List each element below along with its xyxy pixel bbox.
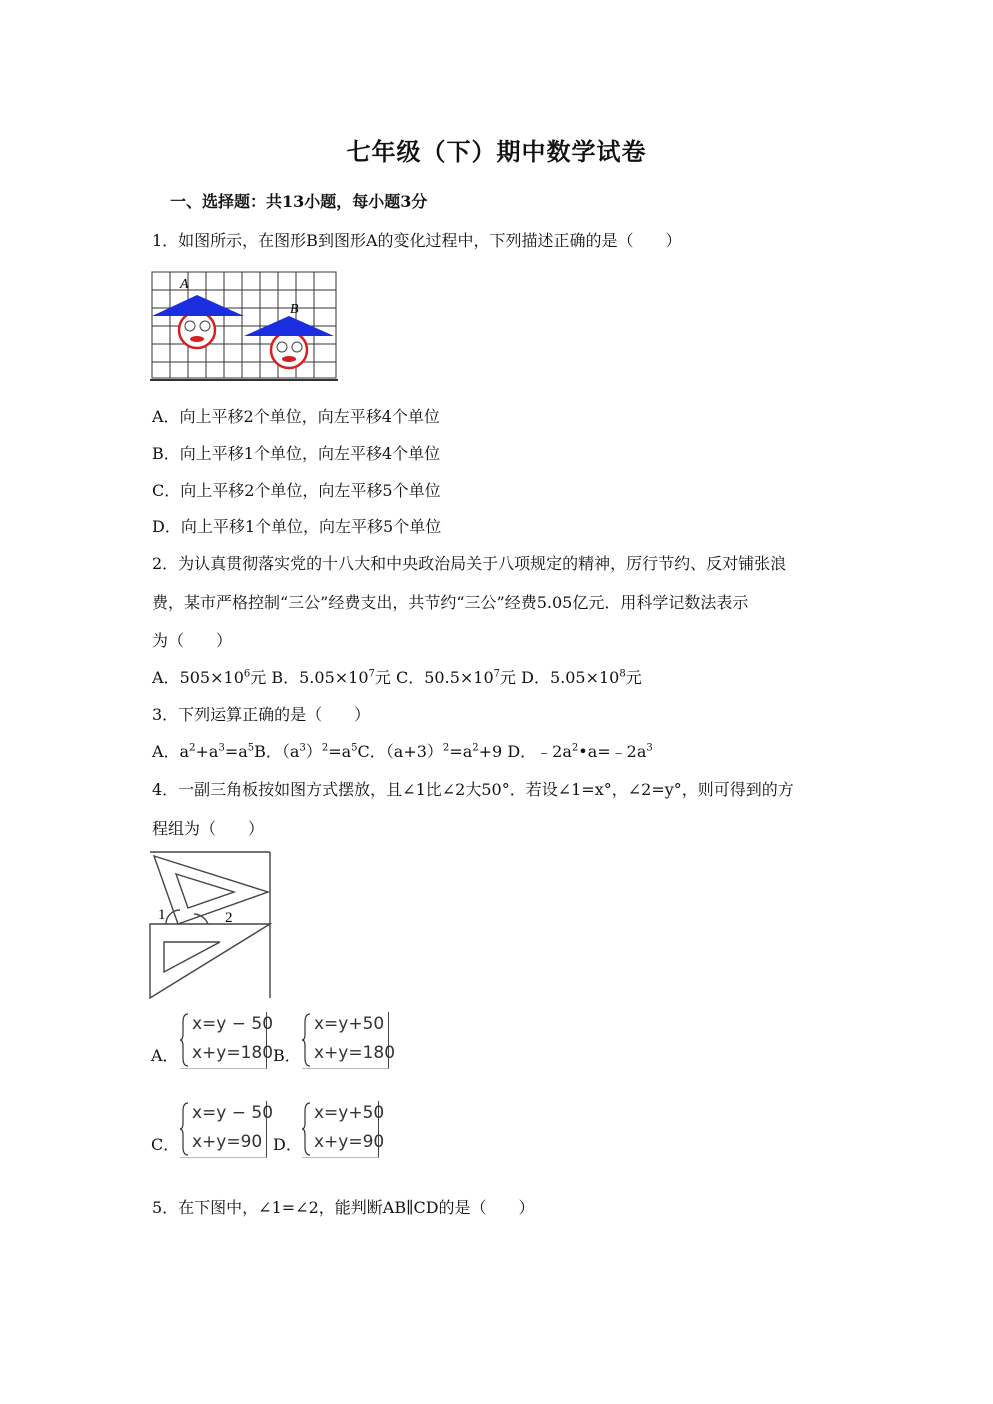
figure-b	[244, 316, 334, 368]
q2-stem-line1: 2．为认真贯彻落实党的十八大和中央政治局关于八项规定的精神，厉行节约、反对铺张浪	[152, 554, 787, 573]
q4-option-b-system: x=y+50 x+y=180	[302, 1012, 389, 1069]
q5-stem: 5．在下图中，∠1=∠2，能判断AB∥CD的是（ ）	[152, 1198, 535, 1217]
q3-options: A．$a^2+a^3=a^5B$．$(a^3)^2=a^5C$．$(a+3)^2=a^2+9$ D．$﹣2a^2•a=﹣2a^3$	[152, 742, 653, 761]
q4-option-a-system: x=y − 50 x+y=180	[180, 1012, 267, 1069]
q4-stem-line2: 程组为（ ）	[152, 819, 265, 838]
figure-a	[152, 295, 244, 348]
angle-1-label: 1	[158, 907, 166, 923]
q3-stem: 3．下列运算正确的是（ ）	[152, 705, 371, 724]
brace-icon	[302, 1012, 312, 1068]
section-heading: 一、选择题：共13小题，每小题3分	[170, 192, 428, 211]
brace-icon	[180, 1101, 190, 1157]
q4-option-c-label: C．	[151, 1135, 180, 1154]
angle-2-label: 2	[225, 910, 233, 926]
q1-option-b: B．向上平移1个单位，向左平移4个单位	[152, 444, 441, 463]
brace-icon	[302, 1101, 312, 1157]
q4-option-a-label: A．	[151, 1046, 179, 1065]
q1-option-a: A．向上平移2个单位，向左平移4个单位	[152, 407, 440, 426]
q4-stem-line1: 4．一副三角板按如图方式摆放，且∠1比∠2大50°．若设∠1=x°，∠2=y°，则可得到的方	[152, 780, 794, 799]
label-b: B	[290, 302, 299, 317]
q1-grid-figure	[150, 270, 338, 382]
q1-option-d: D．向上平移1个单位，向左平移5个单位	[152, 517, 442, 536]
q1-stem: 1．如图所示，在图形B到图形A的变化过程中，下列描述正确的是（ ）	[152, 231, 682, 250]
q2-stem-line3: 为（ ）	[152, 631, 233, 650]
q4-option-c-system: x=y − 50 x+y=90	[180, 1101, 267, 1158]
q2-stem-line2: 费，某市严格控制“三公”经费支出，共节约“三公”经费5.05亿元．用科学记数法表示	[152, 593, 749, 612]
q1-option-c: C．向上平移2个单位，向左平移5个单位	[152, 481, 441, 500]
brace-icon	[180, 1012, 190, 1068]
label-a: A	[180, 277, 189, 292]
page-title: 七年级（下）期中数学试卷	[346, 137, 647, 166]
q4-triangle-figure	[148, 850, 274, 1002]
q4-option-d-system: x=y+50 x+y=90	[302, 1101, 379, 1158]
q2-options: A．$505\times 10^6$元 B．$5.05\times 10^7$元 C．$50.5\times 10^7$元 D．$5.05\times 10^8$元	[152, 668, 642, 687]
q4-option-d-label: D．	[273, 1135, 302, 1154]
q4-option-b-label: B．	[273, 1046, 301, 1065]
